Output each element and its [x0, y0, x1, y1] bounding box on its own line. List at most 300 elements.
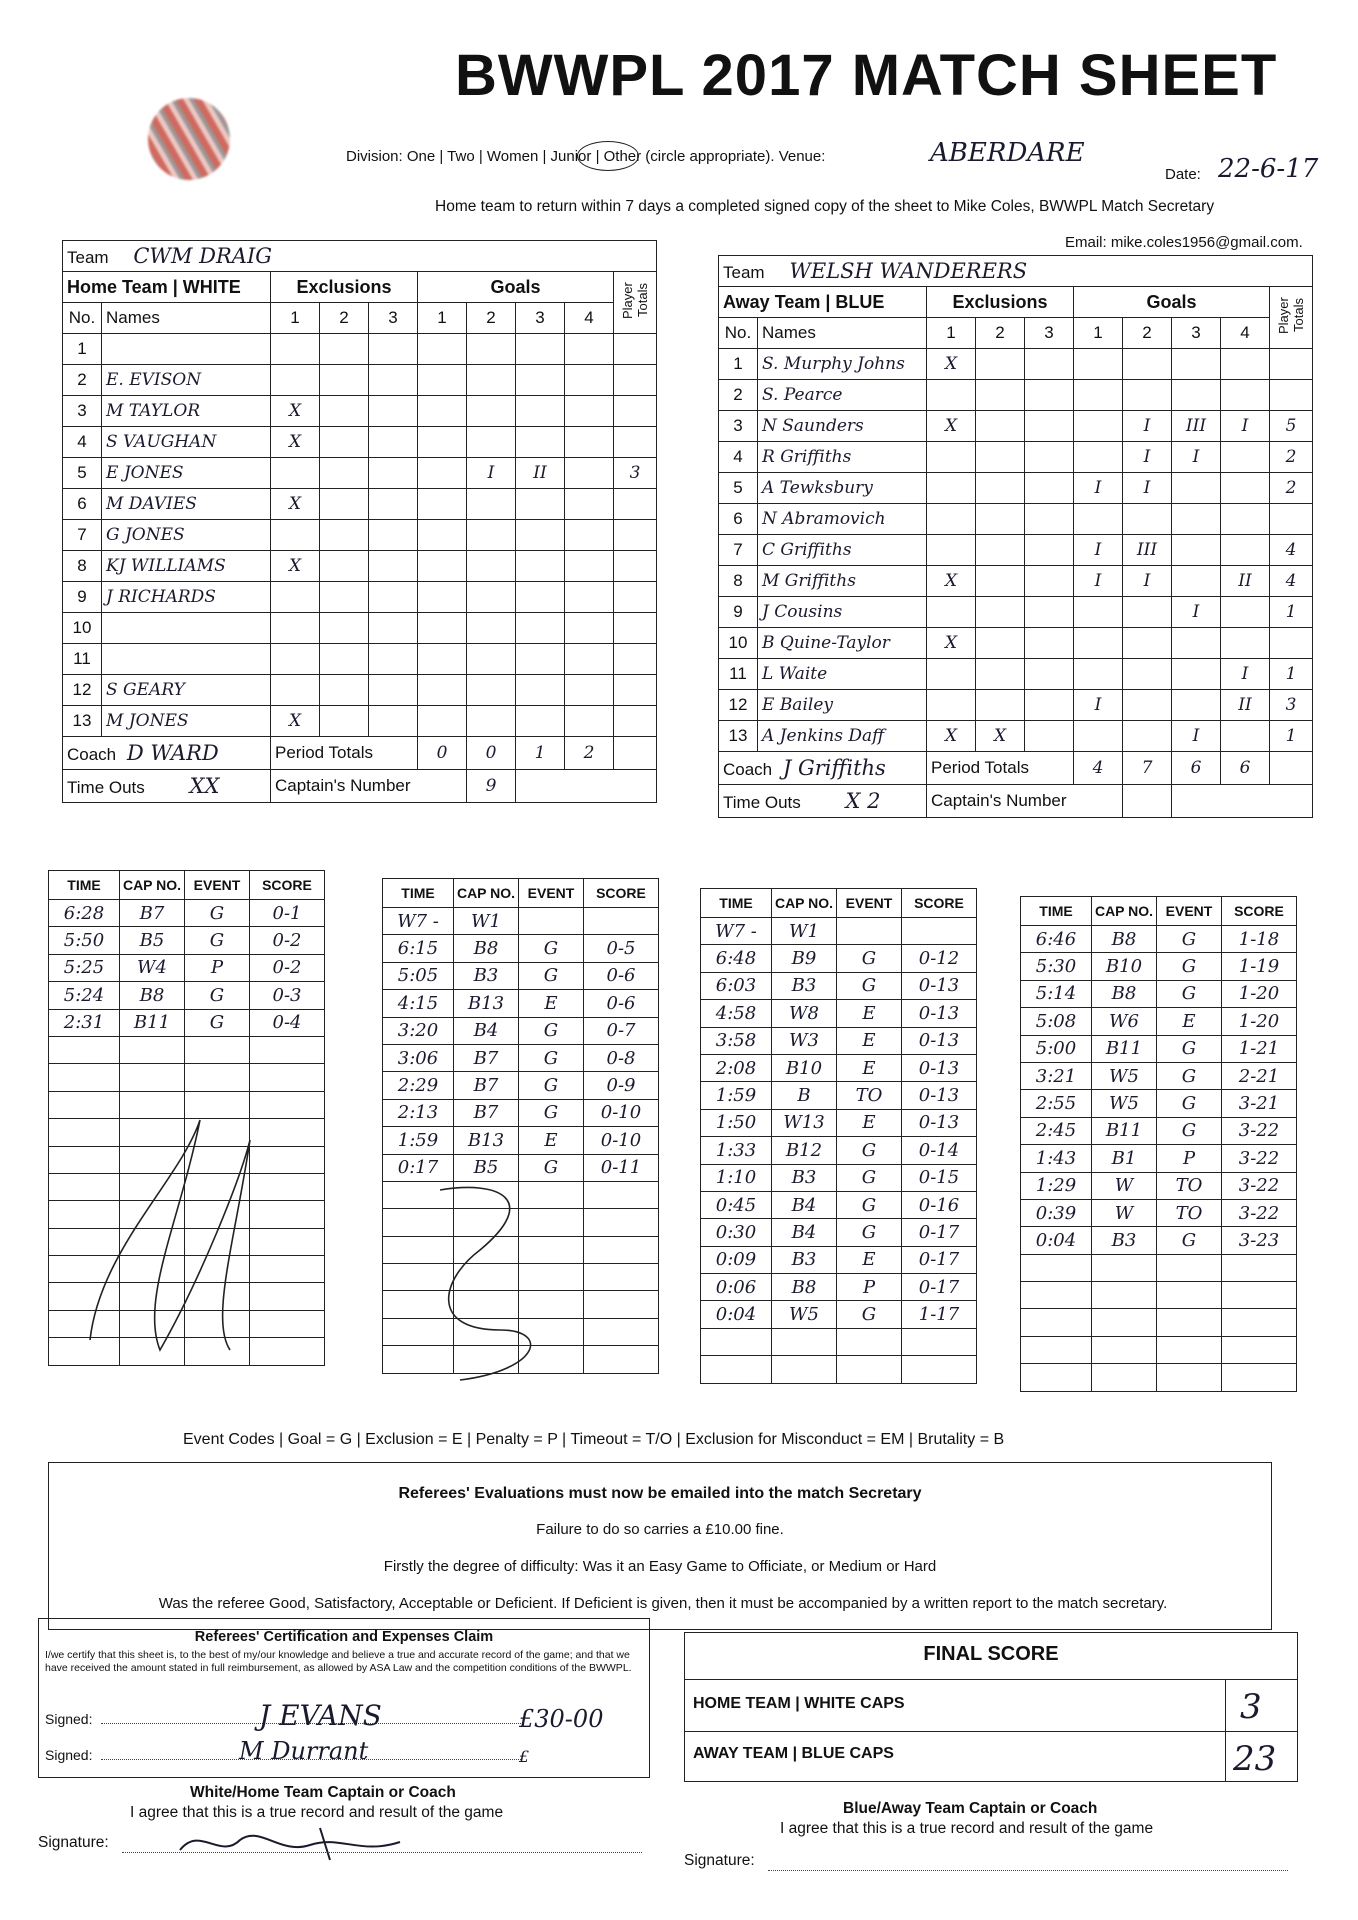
log-score	[1222, 1309, 1297, 1336]
away-player-row	[719, 535, 1313, 566]
log-score: 0-8	[584, 1044, 659, 1071]
log-row	[1021, 1254, 1297, 1281]
log-row	[701, 1274, 977, 1301]
log-cap-no: B1	[1092, 1145, 1157, 1172]
log-event: E	[1157, 1008, 1222, 1035]
player-total	[614, 365, 657, 396]
player-number: 4	[63, 427, 102, 458]
player-number: 6	[63, 489, 102, 520]
exclusion-mark	[271, 582, 320, 613]
log-cap-no: B7	[120, 900, 185, 927]
certification-title: Referees' Certification and Expenses Claim	[194, 1629, 494, 1645]
date-value: 22-6-17	[1218, 154, 1319, 184]
log-score: 1-17	[902, 1301, 977, 1328]
exclusion-mark	[271, 613, 320, 644]
log-header: TIME	[49, 871, 120, 900]
log-cap-no: B3	[772, 1164, 837, 1191]
log-event	[837, 918, 902, 945]
expense-amount-2: £	[519, 1747, 530, 1766]
home-player-row	[63, 427, 657, 458]
junior-circle-mark	[577, 141, 639, 171]
log-time: W7 -	[701, 918, 772, 945]
player-total	[614, 551, 657, 582]
bwwpl-logo	[148, 98, 230, 180]
exclusion-mark	[1025, 473, 1074, 504]
log-event: G	[519, 1154, 584, 1181]
log-event	[1157, 1364, 1222, 1391]
event-log-table	[1020, 896, 1297, 1392]
log-event: G	[837, 945, 902, 972]
goal-tally	[1221, 349, 1270, 380]
goal-tally	[418, 365, 467, 396]
player-number: 11	[719, 659, 758, 690]
player-total: 1	[1270, 597, 1313, 628]
exclusion-mark	[320, 396, 369, 427]
log-row	[701, 918, 977, 945]
exclusion-mark: X	[271, 551, 320, 582]
log-header: SCORE	[250, 871, 325, 900]
player-name	[102, 334, 271, 365]
log-header: EVENT	[185, 871, 250, 900]
log-cap-no: B9	[772, 945, 837, 972]
exclusion-mark	[271, 644, 320, 675]
log-score	[1222, 1254, 1297, 1281]
goal-tally	[516, 489, 565, 520]
exclusion-mark	[271, 458, 320, 489]
home-captain-agree: I agree that this is a true record and result of the game	[130, 1804, 504, 1821]
log-time: 2:55	[1021, 1090, 1092, 1117]
goal-tally: I	[1221, 659, 1270, 690]
log-time: 2:08	[701, 1054, 772, 1081]
log-header: EVENT	[519, 879, 584, 908]
log-event	[1157, 1254, 1222, 1281]
log-score	[250, 1036, 325, 1063]
return-note: Home team to return within 7 days a completed signed copy of the sheet to Mike Coles, BWWPL Match Secretary	[435, 198, 1215, 215]
certification-text: I/we certify that this sheet is, to the best of my/our knowledge and believe a true and accurate record of the game; and that we have received the amount stated in full reimbursement, as allowed by ASA Law and the competition conditions of the BWWPL.	[45, 1649, 632, 1674]
home-captain-signature-icon	[170, 1820, 430, 1865]
away-coach-value: J Griffiths	[782, 756, 886, 780]
log-cap-no: W5	[772, 1301, 837, 1328]
goal-tally	[1221, 721, 1270, 752]
away-names-header: Names	[758, 318, 927, 349]
log-score: 0-3	[250, 982, 325, 1009]
exclusion-mark	[369, 675, 418, 706]
exclusion-mark	[976, 411, 1025, 442]
goal-tally	[1221, 504, 1270, 535]
exclusion-mark	[1025, 442, 1074, 473]
player-number: 12	[63, 675, 102, 706]
log-event: G	[1157, 1117, 1222, 1144]
home-team-label: Team	[67, 248, 109, 267]
log-time: 5:24	[49, 982, 120, 1009]
goal-tally	[1123, 690, 1172, 721]
log-event	[519, 908, 584, 935]
log-event	[1157, 1282, 1222, 1309]
away-player-row	[719, 380, 1313, 411]
log-row	[383, 990, 659, 1017]
exclusion-mark: X	[976, 721, 1025, 752]
log-event: G	[185, 982, 250, 1009]
home-no-header: No.	[63, 303, 102, 334]
log-row	[1021, 1172, 1297, 1199]
log-row	[49, 1009, 325, 1036]
log-event: G	[837, 972, 902, 999]
goal-tally	[565, 427, 614, 458]
log-event: E	[837, 1109, 902, 1136]
log-time: 0:45	[701, 1191, 772, 1218]
log-score: 3-22	[1222, 1117, 1297, 1144]
log-time: 2:31	[49, 1009, 120, 1036]
away-player-row	[719, 349, 1313, 380]
away-captain-agree: I agree that this is a true record and result of the game	[780, 1820, 1154, 1837]
page-title: BWWPL 2017 MATCH SHEET	[455, 43, 1278, 108]
exclusion-mark	[369, 396, 418, 427]
log-event: TO	[837, 1082, 902, 1109]
exclusion-mark	[369, 489, 418, 520]
log-score	[584, 908, 659, 935]
referee-evaluation-box	[48, 1462, 1272, 1630]
goal-tally	[1123, 504, 1172, 535]
log-event: G	[837, 1301, 902, 1328]
goal-tally	[418, 551, 467, 582]
goal-tally: I	[1123, 442, 1172, 473]
exclusion-mark	[927, 535, 976, 566]
away-player-row	[719, 442, 1313, 473]
player-name: E. EVISON	[102, 365, 271, 396]
final-score-title: FINAL SCORE	[923, 1643, 1059, 1665]
exclusion-mark	[927, 442, 976, 473]
player-number: 13	[719, 721, 758, 752]
player-total	[1270, 349, 1313, 380]
log-row	[1021, 1062, 1297, 1089]
exclusion-mark	[271, 365, 320, 396]
goal-tally	[516, 427, 565, 458]
log-row	[701, 1356, 977, 1383]
log-row	[701, 1191, 977, 1218]
log-cap-no: B8	[1092, 980, 1157, 1007]
away-player-rows	[719, 349, 1313, 752]
home-player-totals-header: Player Totals	[620, 281, 650, 319]
referee-certification-box	[38, 1618, 650, 1778]
home-player-row	[63, 489, 657, 520]
player-name: L Waite	[758, 659, 927, 690]
log-time: 0:04	[701, 1301, 772, 1328]
referee-fine-note: Failure to do so carries a £10.00 fine.	[536, 1521, 784, 1538]
exclusion-mark	[369, 582, 418, 613]
exclusion-mark	[1025, 349, 1074, 380]
log-time: 1:10	[701, 1164, 772, 1191]
exclusion-mark	[320, 520, 369, 551]
log-row	[49, 1036, 325, 1063]
exclusion-mark	[320, 613, 369, 644]
exclusion-mark	[320, 334, 369, 365]
log-score	[902, 918, 977, 945]
log-row	[383, 962, 659, 989]
player-name: M Griffiths	[758, 566, 927, 597]
log-row	[1021, 1336, 1297, 1363]
log-time	[701, 1328, 772, 1355]
home-names-header: Names	[102, 303, 271, 334]
log-event: P	[837, 1274, 902, 1301]
log-cap-no: B8	[120, 982, 185, 1009]
home-period-total-4: 2	[565, 737, 614, 770]
home-player-row	[63, 582, 657, 613]
away-side-label: Away Team | BLUE	[719, 287, 927, 318]
player-total: 1	[1270, 721, 1313, 752]
goal-tally: I	[1123, 566, 1172, 597]
final-home-score: 3	[1240, 1687, 1262, 1727]
goal-tally	[418, 520, 467, 551]
exclusion-mark	[1025, 659, 1074, 690]
goal-tally	[565, 551, 614, 582]
player-name: A Jenkins Daff	[758, 721, 927, 752]
away-period-total-4: 6	[1221, 752, 1270, 785]
log-score	[584, 1181, 659, 1208]
log-score: 1-18	[1222, 926, 1297, 953]
exclusion-mark	[271, 520, 320, 551]
player-number: 5	[63, 458, 102, 489]
log-header: CAP NO.	[1092, 897, 1157, 926]
exclusion-mark	[320, 675, 369, 706]
log-time	[1021, 1336, 1092, 1363]
log-time: 5:00	[1021, 1035, 1092, 1062]
player-total	[1270, 504, 1313, 535]
player-number: 6	[719, 504, 758, 535]
goal-tally	[418, 706, 467, 737]
home-player-row	[63, 551, 657, 582]
home-goals-header: Goals	[418, 272, 614, 303]
referee-difficulty-note: Firstly the degree of difficulty: Was it an Easy Game to Officiate, or Medium or Hard	[383, 1558, 937, 1575]
log-time	[1021, 1364, 1092, 1391]
log-score: 0-7	[584, 1017, 659, 1044]
log-row	[383, 935, 659, 962]
goal-tally	[565, 489, 614, 520]
venue-value: ABERDARE	[930, 138, 1085, 168]
player-total	[614, 427, 657, 458]
log-header: CAP NO.	[454, 879, 519, 908]
log-event	[1157, 1309, 1222, 1336]
goal-tally	[1074, 721, 1123, 752]
log-event: E	[837, 1054, 902, 1081]
log-score: 0-12	[902, 945, 977, 972]
goal-tally: I	[1172, 597, 1221, 628]
home-coach-label: Coach	[67, 745, 117, 764]
log-score: 0-11	[584, 1154, 659, 1181]
log-cap-no: W8	[772, 1000, 837, 1027]
exclusion-mark	[369, 520, 418, 551]
player-total: 4	[1270, 566, 1313, 597]
log-score: 0-17	[902, 1219, 977, 1246]
log-score: 2-21	[1222, 1062, 1297, 1089]
player-name: B Quine-Taylor	[758, 628, 927, 659]
goal-tally	[1172, 380, 1221, 411]
goal-tally	[565, 396, 614, 427]
goal-tally	[467, 396, 516, 427]
log-cap-no: B4	[454, 1017, 519, 1044]
goal-tally	[1221, 442, 1270, 473]
away-period-totals-label: Period Totals	[927, 752, 1074, 785]
log-event	[185, 1064, 250, 1091]
log-event: G	[185, 1009, 250, 1036]
log-row	[701, 1219, 977, 1246]
goal-tally: III	[1172, 411, 1221, 442]
player-number: 8	[719, 566, 758, 597]
away-team-name: WELSH WANDERERS	[789, 259, 1028, 283]
log-time: 3:58	[701, 1027, 772, 1054]
away-captain-title: Blue/Away Team Captain or Coach	[843, 1800, 1098, 1817]
log-row	[1021, 926, 1297, 953]
goal-tally	[1172, 473, 1221, 504]
player-name: M JONES	[102, 706, 271, 737]
away-signature-line	[768, 1870, 1288, 1871]
log-cap-no: B13	[454, 1127, 519, 1154]
goal-tally	[1221, 380, 1270, 411]
log-score: 0-16	[902, 1191, 977, 1218]
log-score: 3-22	[1222, 1199, 1297, 1226]
log-score: 0-1	[250, 900, 325, 927]
log-cap-no: B3	[454, 962, 519, 989]
away-team-label: Team	[723, 263, 765, 282]
log-row	[701, 1082, 977, 1109]
player-number: 1	[719, 349, 758, 380]
exclusion-mark	[976, 349, 1025, 380]
log-score	[584, 1291, 659, 1318]
goal-tally	[418, 489, 467, 520]
final-away-label: AWAY TEAM | BLUE CAPS	[693, 1745, 894, 1762]
log-score	[902, 1356, 977, 1383]
exclusion-mark	[1025, 566, 1074, 597]
log-row	[701, 1054, 977, 1081]
exclusion-mark: X	[271, 396, 320, 427]
log-row	[49, 900, 325, 927]
log-event: G	[185, 900, 250, 927]
date-label: Date:	[1165, 166, 1201, 183]
exclusion-mark	[320, 365, 369, 396]
log-time	[1021, 1254, 1092, 1281]
log-header: TIME	[701, 889, 772, 918]
unused-space-scribble	[420, 1170, 560, 1390]
log-cap-no: W3	[772, 1027, 837, 1054]
goal-tally: I	[1074, 566, 1123, 597]
exclusion-mark	[976, 659, 1025, 690]
home-team-table: Team CWM DRAIG Home Team | WHITE Exclusions Goals Player Totals No. Names 1 2 3 1 2 3 4 1 2 E. EVISON 3 M TAYLOR X 4 S VAUGHAN X 5 E JONES I II 3 6 M DAVIES X 7 G JONES 8 KJ WILLIAMS X 9 J RICHARDS 10 11 12 S GEARY 13 M JONES X Coach D WARD Period Totals 0 0 1 2 Time Outs XX Captain's Number 9	[62, 240, 657, 803]
exclusion-mark	[369, 613, 418, 644]
log-event: G	[519, 935, 584, 962]
log-cap-no: B12	[772, 1137, 837, 1164]
log-row	[1021, 1282, 1297, 1309]
log-time: 5:05	[383, 962, 454, 989]
away-coach-label: Coach	[723, 760, 773, 779]
unused-space-scribble	[60, 1100, 290, 1360]
event-log-table	[700, 888, 977, 1384]
exclusion-mark	[320, 458, 369, 489]
log-score	[902, 1328, 977, 1355]
log-event: P	[185, 954, 250, 981]
goal-tally	[1123, 721, 1172, 752]
log-score: 0-13	[902, 972, 977, 999]
log-event: P	[1157, 1145, 1222, 1172]
player-total	[1270, 628, 1313, 659]
log-time: 0:09	[701, 1246, 772, 1273]
log-score: 0-15	[902, 1164, 977, 1191]
log-time: 0:17	[383, 1154, 454, 1181]
log-row	[701, 1027, 977, 1054]
exclusion-mark	[369, 706, 418, 737]
player-total: 2	[1270, 473, 1313, 504]
log-event: G	[1157, 980, 1222, 1007]
player-number: 3	[719, 411, 758, 442]
log-time: 3:06	[383, 1044, 454, 1071]
log-time: 1:33	[701, 1137, 772, 1164]
player-name: E JONES	[102, 458, 271, 489]
goal-tally	[467, 582, 516, 613]
home-captain-value: 9	[467, 770, 516, 803]
away-no-header: No.	[719, 318, 758, 349]
log-time: 3:20	[383, 1017, 454, 1044]
goal-tally	[1123, 380, 1172, 411]
goal-tally	[467, 520, 516, 551]
home-player-row	[63, 613, 657, 644]
player-number: 11	[63, 644, 102, 675]
log-time: 5:25	[49, 954, 120, 981]
exclusion-mark	[320, 644, 369, 675]
home-player-row	[63, 458, 657, 489]
exclusion-mark	[369, 334, 418, 365]
home-player-row	[63, 334, 657, 365]
division-line: Division: One | Two | Women | Junior | Other (circle appropriate). Venue:	[346, 148, 826, 165]
log-header: SCORE	[1222, 897, 1297, 926]
exclusion-mark	[1025, 628, 1074, 659]
goal-tally	[467, 489, 516, 520]
exclusion-mark: X	[927, 349, 976, 380]
away-player-row	[719, 473, 1313, 504]
goal-tally	[565, 334, 614, 365]
referee-signature-2: M Durrant	[239, 1737, 369, 1765]
goal-tally	[1221, 597, 1270, 628]
home-player-row	[63, 644, 657, 675]
exclusion-mark	[976, 690, 1025, 721]
log-row	[701, 1109, 977, 1136]
log-event: G	[1157, 1227, 1222, 1254]
log-cap-no: B13	[454, 990, 519, 1017]
signed-label-1: Signed:	[45, 1711, 93, 1727]
log-time: 0:04	[1021, 1227, 1092, 1254]
log-cap-no: B8	[772, 1274, 837, 1301]
log-row	[701, 945, 977, 972]
player-number: 7	[63, 520, 102, 551]
log-score: 1-20	[1222, 980, 1297, 1007]
log-score: 0-14	[902, 1137, 977, 1164]
log-event: G	[519, 962, 584, 989]
log-row	[49, 1064, 325, 1091]
log-score: 0-2	[250, 954, 325, 981]
log-time: 5:14	[1021, 980, 1092, 1007]
exclusion-mark	[927, 473, 976, 504]
log-cap-no	[1092, 1364, 1157, 1391]
log-row	[701, 972, 977, 999]
expense-amount-1: £30-00	[519, 1705, 604, 1733]
goal-tally: I	[1123, 473, 1172, 504]
goal-tally	[1074, 597, 1123, 628]
log-score	[584, 1346, 659, 1373]
exclusion-mark	[369, 644, 418, 675]
log-event: G	[837, 1191, 902, 1218]
exclusion-mark	[369, 458, 418, 489]
exclusion-mark	[1025, 721, 1074, 752]
log-cap-no: W13	[772, 1109, 837, 1136]
log-cap-no	[1092, 1254, 1157, 1281]
exclusion-mark: X	[927, 566, 976, 597]
